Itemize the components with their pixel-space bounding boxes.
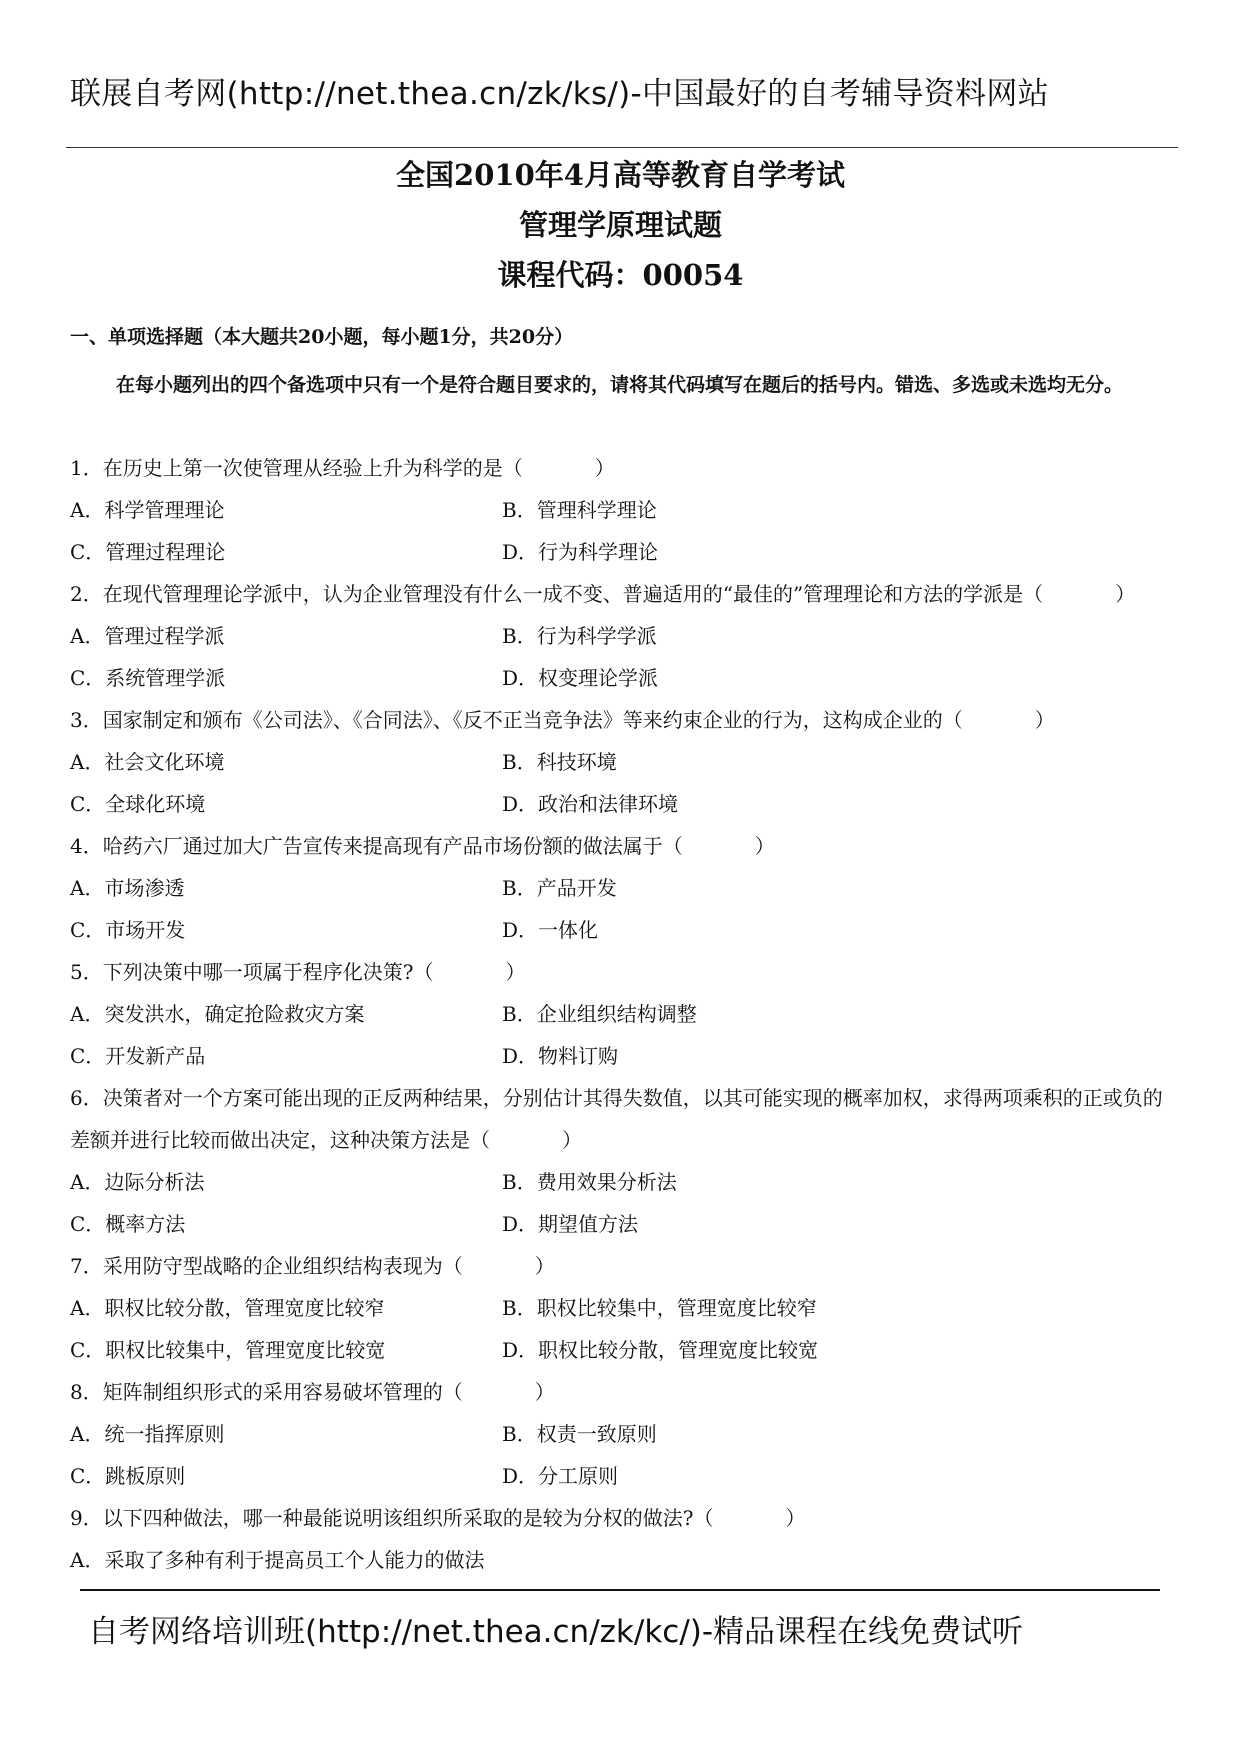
option-d: D．职权比较分散，管理宽度比较宽 — [502, 1338, 819, 1362]
question-stem: 8．矩阵制组织形式的采用容易破坏管理的（ ） — [70, 1380, 555, 1404]
question-stem: 5．下列决策中哪一项属于程序化决策?（ ） — [70, 960, 526, 984]
option-a: A．管理过程学派 — [70, 624, 225, 648]
option-b: B．权责一致原则 — [502, 1422, 657, 1446]
option-c: C．概率方法 — [70, 1212, 186, 1236]
footer-divider — [80, 1589, 1160, 1591]
option-d: D．政治和法律环境 — [502, 792, 679, 816]
exam-title: 全国2010年4月高等教育自学考试 — [396, 158, 845, 192]
option-row — [70, 1455, 1210, 1497]
option-a: A．社会文化环境 — [70, 750, 225, 774]
question-stem: 6．决策者对一个方案可能出现的正反两种结果，分别估计其得失数值，以其可能实现的概率加权，求得两项乘积的正或负的差额并进行比较而做出决定，这种决策方法是（ ） — [70, 1086, 1163, 1152]
option-row — [70, 741, 1210, 783]
section-heading: 一、单项选择题（本大题共20小题，每小题1分，共20分） — [70, 326, 574, 348]
section-instructions: 在每小题列出的四个备选项中只有一个是符合题目要求的，请将其代码填写在题后的括号内。错选、多选或未选均无分。 — [116, 374, 1124, 396]
question-list — [70, 447, 1210, 1581]
option-a: A．科学管理理论 — [70, 498, 225, 522]
option-row — [70, 1035, 1210, 1077]
option-b: B．科技环境 — [502, 750, 617, 774]
site-header-text: 联展自考网(http://net.thea.cn/zk/ks/)-中国最好的自考辅导资料网站 — [70, 76, 1049, 112]
question-stem: 2．在现代管理理论学派中，认为企业管理没有什么一成不变、普遍适用的“最佳的”管理理论和方法的学派是（ ） — [70, 582, 1136, 606]
course-code: 课程代码：00054 — [497, 258, 744, 292]
option-c: C．市场开发 — [70, 918, 186, 942]
option-c: C．职权比较集中，管理宽度比较宽 — [70, 1338, 386, 1362]
option-row — [70, 1287, 1210, 1329]
option-d: D．物料订购 — [502, 1044, 619, 1068]
option-b: B．费用效果分析法 — [502, 1170, 677, 1194]
option-row — [70, 1413, 1210, 1455]
option-row — [70, 489, 1210, 531]
option-row — [70, 909, 1210, 951]
option-b: B．企业组织结构调整 — [502, 1002, 697, 1026]
option-b: B．产品开发 — [502, 876, 617, 900]
header-divider — [66, 147, 1178, 148]
option-a: A．采取了多种有利于提高员工个人能力的做法 — [70, 1548, 485, 1572]
question-stem: 7．采用防守型战略的企业组织结构表现为（ ） — [70, 1254, 555, 1278]
option-a: A．统一指挥原则 — [70, 1422, 225, 1446]
option-row — [70, 657, 1210, 699]
option-d: D．分工原则 — [502, 1464, 619, 1488]
option-row — [70, 867, 1210, 909]
exam-title-block — [0, 150, 1241, 300]
option-a: A．突发洪水，确定抢险救灾方案 — [70, 1002, 365, 1026]
option-d: D．行为科学理论 — [502, 540, 659, 564]
option-a: A．市场渗透 — [70, 876, 185, 900]
option-row — [70, 993, 1210, 1035]
option-c: C．管理过程理论 — [70, 540, 226, 564]
option-c: C．跳板原则 — [70, 1464, 186, 1488]
question-stem: 4．哈药六厂通过加大广告宣传来提高现有产品市场份额的做法属于（ ） — [70, 834, 775, 858]
question-stem: 9．以下四种做法，哪一种最能说明该组织所采取的是较为分权的做法?（ ） — [70, 1506, 806, 1530]
option-row — [70, 1161, 1210, 1203]
option-b: B．行为科学学派 — [502, 624, 657, 648]
option-row — [70, 783, 1210, 825]
option-c: C．开发新产品 — [70, 1044, 206, 1068]
question-stem: 3．国家制定和颁布《公司法》、《合同法》、《反不正当竞争法》等来约束企业的行为，这构成企业的（ ） — [70, 708, 1055, 732]
option-row — [70, 531, 1210, 573]
option-c: C．全球化环境 — [70, 792, 206, 816]
site-footer-text: 自考网络培训班(http://net.thea.cn/zk/kc/)-精品课程在线免费试听 — [88, 1614, 1024, 1650]
option-row — [70, 1539, 1210, 1581]
option-b: B．职权比较集中，管理宽度比较窄 — [502, 1296, 817, 1320]
option-c: C．系统管理学派 — [70, 666, 226, 690]
option-d: D．期望值方法 — [502, 1212, 639, 1236]
option-a: A．边际分析法 — [70, 1170, 205, 1194]
option-row — [70, 1203, 1210, 1245]
question-stem: 1．在历史上第一次使管理从经验上升为科学的是（ ） — [70, 456, 615, 480]
exam-subject: 管理学原理试题 — [518, 208, 722, 242]
option-d: D．权变理论学派 — [502, 666, 659, 690]
option-b: B．管理科学理论 — [502, 498, 657, 522]
option-a: A．职权比较分散，管理宽度比较窄 — [70, 1296, 385, 1320]
option-row — [70, 615, 1210, 657]
option-d: D．一体化 — [502, 918, 599, 942]
option-row — [70, 1329, 1210, 1371]
